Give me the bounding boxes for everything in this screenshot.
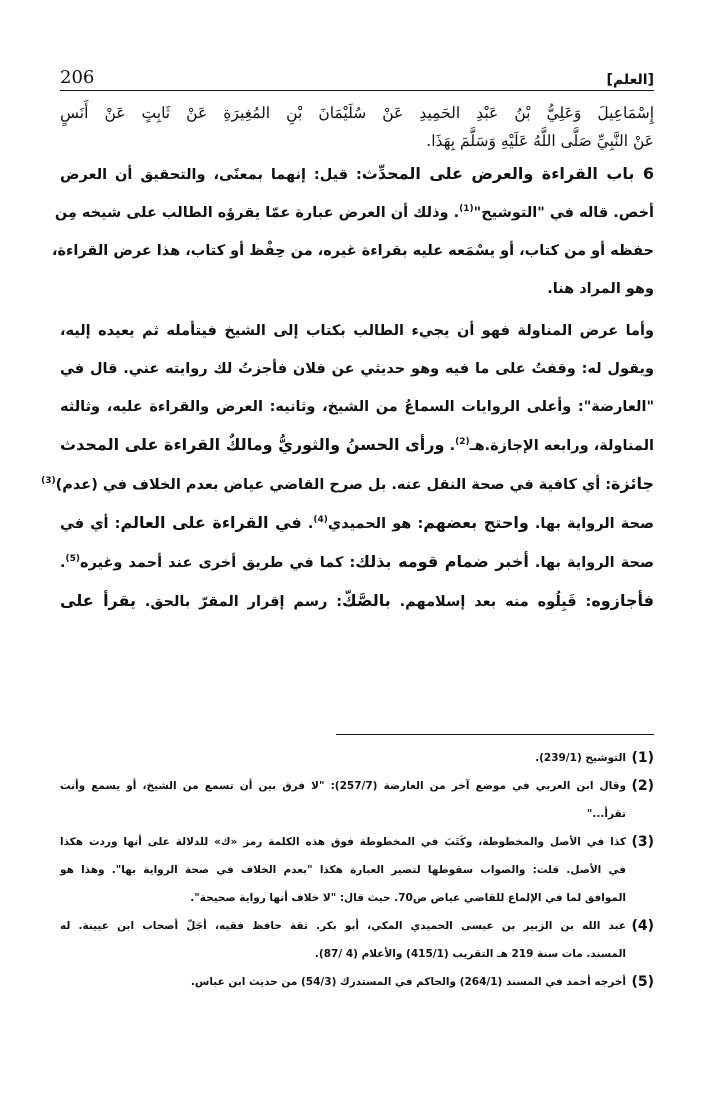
footnote-number: (3) bbox=[631, 834, 654, 850]
footnote-5 bbox=[60, 968, 654, 996]
main-text bbox=[41, 99, 655, 621]
paragraph-2 bbox=[41, 312, 655, 621]
text-line: حفظه أو من كتاب، أو يسْمَعه عليه بقراءة غيره، من حِفْظ أو كتاب، هذا عرض القراءة، bbox=[51, 243, 654, 259]
page-header bbox=[60, 58, 654, 91]
footnote-line: التوشيح (239/1). bbox=[535, 752, 626, 764]
text-line: صحة الرواية بها. أخبر ضمام قومه بذلك: كما في طريق أخرى عند أحمد وغيره$^{(5)}$. bbox=[60, 552, 655, 571]
matn-phrase: جائزة bbox=[611, 474, 654, 493]
text-line: أخص. قاله في "التوشيح"$^{(1)}$. وذلك أن العرض عبارة عمّا يقرؤه الطالب على شيخه مِن bbox=[54, 204, 654, 221]
footnote-4 bbox=[60, 912, 654, 968]
matn-phrase: واحتج بعضهم bbox=[423, 513, 529, 532]
matn-phrase: فأجازوه bbox=[591, 591, 654, 610]
footnote-line: أخرجه أحمد في المسند (264/1) والحاكم في المستدرك (54/3) من حديث ابن عباس. bbox=[190, 976, 626, 988]
matn-phrase: بالصَّكّ bbox=[342, 591, 391, 610]
footnote-ref-5[interactable]: (5) bbox=[65, 554, 81, 565]
footnote-line: تقرأ..." bbox=[586, 808, 626, 820]
chapter-heading: 6 باب القراءة والعرض على المحدِّث bbox=[361, 164, 654, 183]
footnote-separator bbox=[336, 734, 654, 735]
footnote-number: (1) bbox=[631, 750, 654, 766]
footnote-3 bbox=[60, 828, 654, 912]
paragraph-1 bbox=[51, 155, 654, 308]
matn-phrase: أخبر ضمام قومه بذلك bbox=[355, 552, 529, 571]
text-line: المناولة، ورابعه الإجازة.هـ$^{(2)}$. ورأى الحسنُ والثوريُّ ومالكٌ القراءة على المحدث bbox=[60, 435, 654, 454]
footnote-number: (2) bbox=[631, 778, 654, 794]
text-line: فأجازوه: قَبِلُوه منه بعد إسلامهم. بالصَّكّ: رسم إقرار المقرّ بالحق. يقرأ على bbox=[60, 591, 654, 610]
footnote-line: كذا في الأصل والمخطوطة، وكَتَبَ في المخطوطة فوق هذه الكلمة رمز «ك» للدلالة على أنها وردت هكذا bbox=[60, 836, 626, 848]
chapter-title: [العلم] bbox=[606, 72, 654, 88]
matn-phrase: يقرأ على bbox=[60, 591, 137, 610]
page-number: 206 bbox=[60, 67, 95, 88]
footnote-number: (4) bbox=[631, 918, 654, 934]
text-line: 6 باب القراءة والعرض على المحدِّث: قيل: إنهما بمعنًى، والتحقيق أن العرض bbox=[60, 164, 654, 183]
quote-line: إِسْمَاعِيلَ وَعَلِيُّ بْنُ عَبْدِ الحَمِيدِ عَنْ سُلَيْمَانَ بْنِ المُغِيرَةِ عَنْ ثَابِتٍ عَنْ أَنَسٍ bbox=[60, 104, 654, 122]
footnote-2 bbox=[60, 772, 654, 828]
footnote-ref-1[interactable]: (1) bbox=[459, 204, 474, 215]
footnote-line: في الأصل. قلت: والصواب سقوطها لتصير العبارة هكذا "بعدم الخلاف في صحة الرواية بها". وهذا هو bbox=[60, 864, 626, 876]
footnote-line: وقال ابن العربي في موضع آخر من العارضة (257/7): "لا فرق بين أن تسمع من الشيخ، أو يسمع وأنت bbox=[60, 780, 626, 792]
footnote-line: الموافق لما في الإلماع للقاضي عياض ص70. حيث قال: "لا خلاف أنها رواية صحيحة". bbox=[190, 892, 626, 904]
text-line: صحة الرواية بها. واحتج بعضهم: هو الحميدي$^{(4)}$. في القراءة على العالم: أي في bbox=[60, 513, 654, 532]
footnotes bbox=[60, 744, 654, 996]
matn-phrase: ورأى الحسنُ والثوريُّ ومالكٌ القراءة على المحدث bbox=[60, 435, 445, 454]
text-line: وأما عرض المناولة فهو أن يجيء الطالب بكتاب إلى الشيخ فيتأمله ثم يعيده إليه، bbox=[60, 323, 654, 339]
footnote-ref-3[interactable]: (3) bbox=[41, 476, 56, 487]
text-line: ويقول له: وقفتُ على ما فيه وهو حديثي عن فلان فأجزتُ لك روايته عني. قال في bbox=[60, 361, 654, 377]
hadith-quote bbox=[60, 99, 654, 155]
footnote-line: المسند. مات سنة 219 هـ التقريب (415/1) والأعلام (4 /87). bbox=[314, 948, 626, 960]
text-line: "العارضة": وأعلى الروايات السماعُ من الشيخ، وثانيه: العرض والقراءة عليه، وثالثه bbox=[60, 399, 654, 415]
footnote-ref-2[interactable]: (2) bbox=[455, 437, 470, 448]
matn-phrase: في القراءة على العالم bbox=[120, 513, 302, 532]
page bbox=[41, 58, 655, 621]
footnote-1 bbox=[60, 744, 654, 772]
quote-line: عَنْ النَّبِيِّ صَلَّى اللَّهُ عَلَيْهِ وَسَلَّمَ بِهَذَا. bbox=[426, 132, 654, 150]
footnote-line: عبد الله بن الزبير بن عيسى الحميدي المكي، أبو بكر. ثقة حافظ فقيه، أجَلّ أصحاب ابن عيينة. له bbox=[60, 920, 626, 932]
text-line: جائزة: أي كافية في صحة النقل عنه. بل صرح القاضي عياض بعدم الخلاف في (عدم)$^{(3)}$ bbox=[41, 474, 654, 493]
text-line: وهو المراد هنا. bbox=[547, 281, 654, 297]
footnote-ref-4[interactable]: (4) bbox=[313, 515, 328, 526]
footnote-number: (5) bbox=[631, 974, 654, 990]
